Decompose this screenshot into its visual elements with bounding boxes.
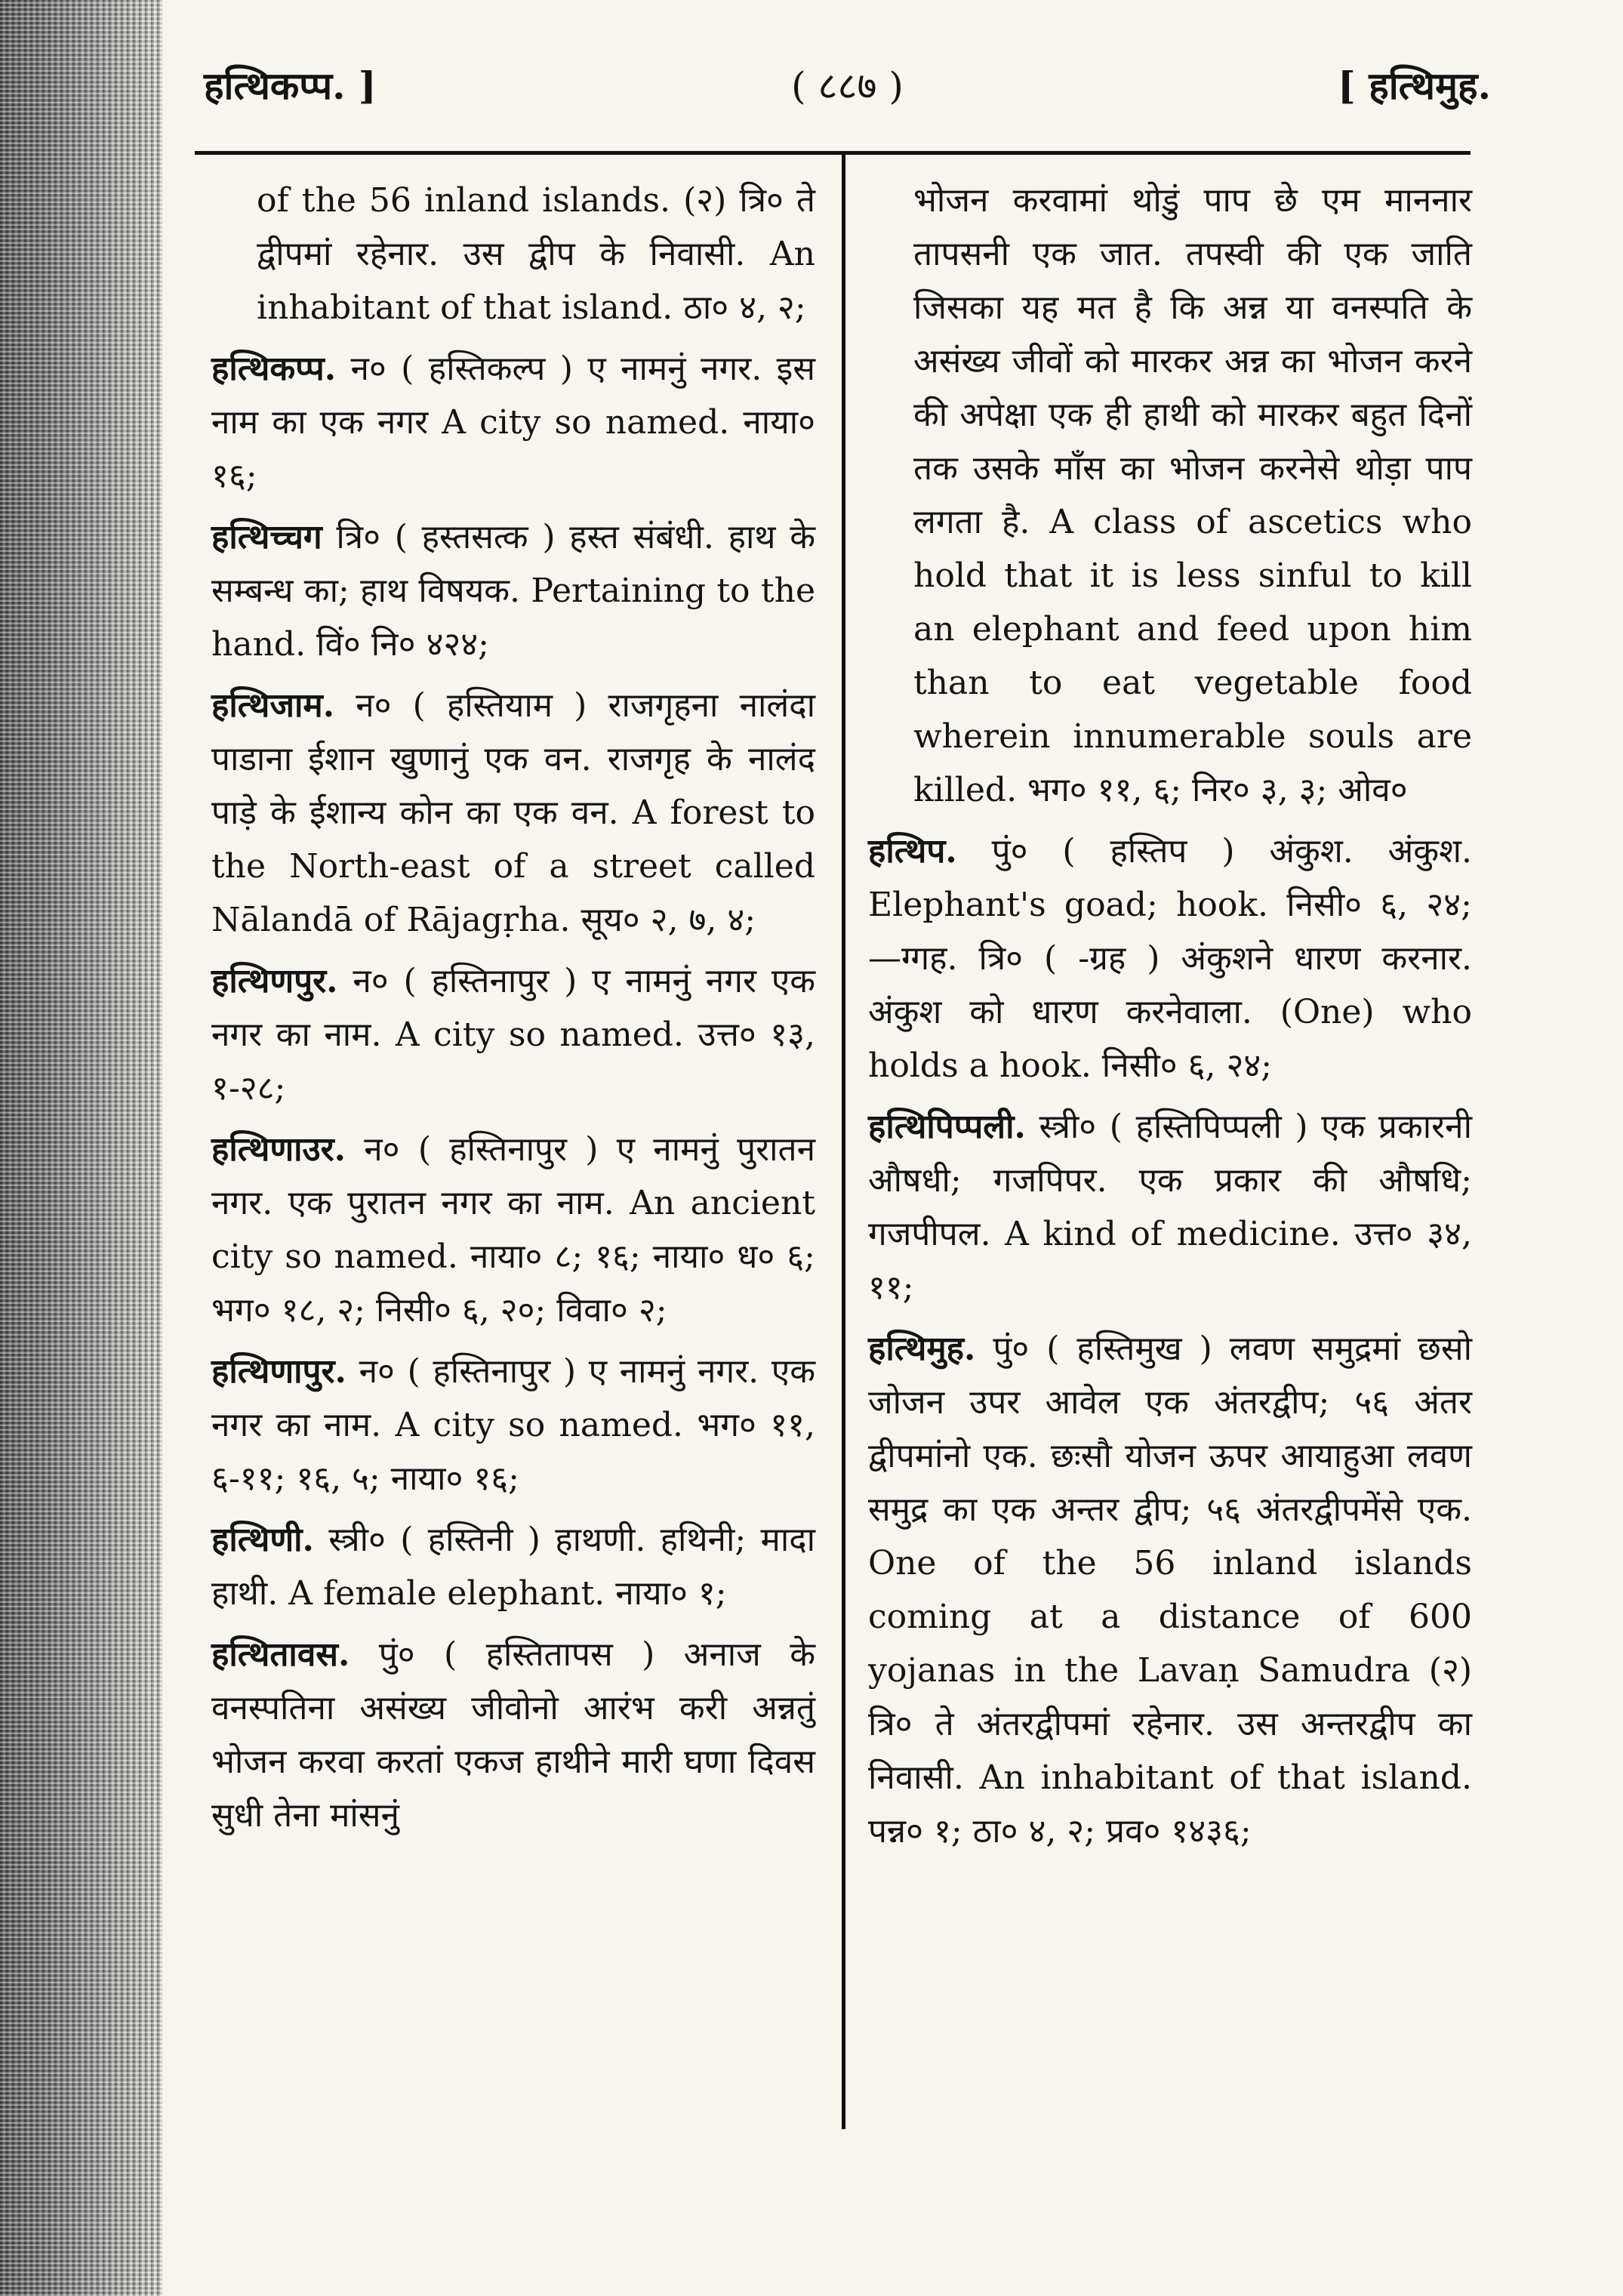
entry-definition: न० ( हस्तिनापुर ) ए नामनुं नगर एक नगर का नाम. A city so named. उत्त० १३, १-२८; [211,962,815,1108]
entry-definition: न० ( हस्तिनापुर ) ए नामनुं नगर. एक नगर का नाम. A city so named. भग० ११, ६-११; १६, ५; नाया० १६; [211,1352,815,1498]
entry-headword: हत्थिपिप्पली. [868,1108,1026,1146]
dictionary-entry [211,1123,815,1337]
continuation-text: भोजन करवामां थोडुं पाप छे एम माननार तापसनी एक जात. तपस्वी की एक जाति जिसका यह मत है कि अन्न या वनस्पति के असंख्य जीवों को मारकर अन्न का भोजन करने की अपेक्षा एक ही हाथी को मारकर बहुत दिनों तक उसके माँस का भोजन करनेसे थोड़ा पाप लगता है. A class of ascetics who hold that it is less sinful to kill an elephant and feed upon him than to eat vegetable food wherein innumerable souls are killed. भग० ११, ६; निर० ३, ३; ओव० [913,181,1472,809]
header-rule [195,151,1471,155]
entry-definition: स्त्री० ( हस्तिनी ) हाथणी. हथिनी; मादा हाथी. A female elephant. नाया० १; [211,1521,815,1613]
entry-headword: हत्थितावस. [211,1635,350,1674]
entry-headword: हत्थिणपुर. [211,962,338,1000]
entry-definition: त्रि० ( हस्तसत्क ) हस्त संबंधी. हाथ के सम्बन्ध का; हाथ विषयक. Pertaining to the hand. विं० नि० ४२४; [211,518,815,664]
entry-headword: हत्थिणापुर. [211,1352,346,1391]
dictionary-entry [211,1628,815,1842]
entry-definition: न० ( हस्तिनापुर ) ए नामनुं पुरातन नगर. एक पुरातन नगर का नाम. An ancient city so named. नाया० ८; १६; नाया० ध० ६; भग० १८, २; निसी० ६, २०; विवा० २; [211,1130,815,1330]
right-column [868,174,1472,1866]
entry-headword: हत्थिकप्प. [211,350,337,388]
entry-definition: पुं० ( हस्तिप ) अंकुश. अंकुश. Elephant's goad; hook. निसी० ६, २४; —ग्गह. त्रि० ( -ग्रह ) अंकुशने धारण करनार. अंकुश को धारण करनेवाला. (One) who holds a hook. निसी० ६, २४; [868,832,1472,1085]
page-number: ( ८८७ ) [791,64,904,108]
dictionary-entry [211,954,815,1115]
dictionary-entry [211,679,815,947]
entry-definition: पुं० ( हस्तिमुख ) लवण समुद्रमां छसो जोजन उपर आवेल एक अंतरद्वीप; ५६ अंतर द्वीपमांनो एक. छःसौ योजन ऊपर आयाहुआ लवण समुद्र का एक अन्तर द्वीप; ५६ अंतरद्वीपमेंसे एक. One of the 56 inland islands coming at a distance of 600 yojanas in the Lavaṇ Samudra (२) त्रि० ते अंतरद्वीपमां रहेनार. उस अन्तरद्वीप का निवासी. An inhabitant of that island. पन्न० १; ठा० ४, २; प्रव० १४३६; [868,1330,1472,1851]
entry-headword: हत्थिणी. [211,1521,314,1559]
dictionary-entry [211,1513,815,1620]
dictionary-entry [868,1100,1472,1314]
entry-definition: न० ( हस्तियाम ) राजगृहना नालंदा पाडाना ईशान खुणानुं एक वन. राजगृह के नालंद पाड़े के ईशान्य कोन का एक वन. A forest to the North-east of a street called Nālandā of Rājagṛha. सूय० २, ७, ४; [211,686,815,939]
dictionary-entry [868,1322,1472,1858]
dictionary-entry [211,510,815,671]
entry-headword: हत्थिणाउर. [211,1130,346,1169]
scan-edge-shadow [0,0,162,2296]
header-right-guideword: [ हत्थिमुह. [1338,63,1491,108]
entry-definition: न० ( हस्तिकल्प ) ए नामनुं नगर. इस नाम का एक नगर A city so named. नाया० १६; [211,350,815,495]
continuation-text: of the 56 inland islands. (२) त्रि० ते द्वीपमां रहेनार. उस द्वीप के निवासी. An inhabitant of that island. ठा० ४, २; [257,181,815,327]
dictionary-entry [211,342,815,503]
entry-definition: पुं० ( हस्तितापस ) अनाज के वनस्पतिना असंख्य जीवोनो आरंभ करी अन्नतुं भोजन करवा करतां एकज हाथीने मारी घणा दिवस सुधी तेना मांसनुं [211,1635,815,1835]
column-divider [842,151,845,2129]
dictionary-entry [868,824,1472,1093]
dictionary-entry [211,1345,815,1505]
left-column [211,174,815,1850]
header-left-guideword: हत्थिकप्प. ] [204,63,377,108]
page-header [204,59,1491,119]
entry-definition: स्त्री० ( हस्तिपिप्पली ) एक प्रकारनी औषधी; गजपिपर. एक प्रकार की औषधि; गजपीपल. A kind of medicine. उत्त० ३४, ११; [868,1108,1472,1307]
entry-headword: हत्थिजाम. [211,686,335,725]
entry-headword: हत्थिमुह. [868,1330,976,1368]
entry-headword: हत्थिच्चग [211,518,322,556]
entry-headword: हत्थिप. [868,832,957,871]
